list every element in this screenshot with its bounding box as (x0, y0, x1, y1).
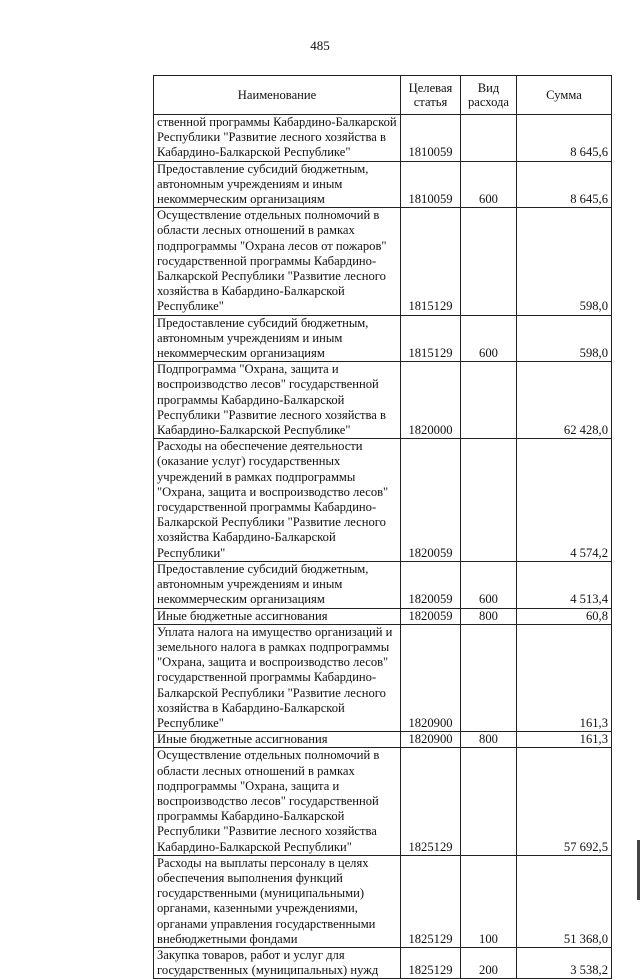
row-expense-type (461, 748, 517, 855)
row-expense-type: 800 (461, 732, 517, 748)
row-target-article: 1815129 (401, 315, 461, 362)
row-name: Подпрограмма "Охрана, защита и воспроизводство лесов" государственной программы Кабардино-Балкарской Республики "Развитие лесного хозяйства в Кабардино-Балкарской Республике" (154, 362, 401, 439)
table-row (154, 624, 612, 731)
row-expense-type (461, 115, 517, 162)
table-row (154, 732, 612, 748)
row-sum: 4 574,2 (517, 439, 612, 562)
row-target-article: 1820000 (401, 362, 461, 439)
row-target-article: 1820059 (401, 439, 461, 562)
row-name: Иные бюджетные ассигнования (154, 732, 401, 748)
row-name: ственной программы Кабардино-Балкарской Республики "Развитие лесного хозяйства в Кабардино-Балкарской Республике" (154, 115, 401, 162)
row-sum: 3 538,2 (517, 947, 612, 978)
row-expense-type: 600 (461, 315, 517, 362)
row-target-article: 1825129 (401, 947, 461, 978)
row-sum: 62 428,0 (517, 362, 612, 439)
row-sum: 161,3 (517, 732, 612, 748)
row-expense-type (461, 362, 517, 439)
row-expense-type: 600 (461, 561, 517, 608)
table-row (154, 362, 612, 439)
budget-table (153, 75, 612, 979)
row-sum: 51 368,0 (517, 855, 612, 947)
table-row (154, 208, 612, 315)
row-name: Закупка товаров, работ и услуг для государственных (муниципальных) нужд (154, 947, 401, 978)
page-number: 485 (310, 38, 330, 53)
row-sum: 598,0 (517, 315, 612, 362)
row-expense-type: 100 (461, 855, 517, 947)
row-sum: 4 513,4 (517, 561, 612, 608)
row-target-article: 1825129 (401, 855, 461, 947)
row-name: Иные бюджетные ассигнования (154, 608, 401, 624)
row-expense-type (461, 208, 517, 315)
row-name: Расходы на выплаты персоналу в целях обеспечения выполнения функций государственными (муниципальными) органами, казенными учреждениями, органами управления государственными внебюджетными фондами (154, 855, 401, 947)
table-row (154, 315, 612, 362)
header-expense-type: Вид расхода (461, 76, 517, 115)
row-sum: 57 692,5 (517, 748, 612, 855)
row-target-article: 1820900 (401, 732, 461, 748)
row-name: Расходы на обеспечение деятельности (оказание услуг) государственных учреждений в рамках подпрограммы "Охрана, защита и воспроизводство лесов" государственной программы Кабардино-Балкарской Республики "Развитие лесного хозяйства Кабардино-Балкарской Республики" (154, 439, 401, 562)
row-sum: 161,3 (517, 624, 612, 731)
row-target-article: 1815129 (401, 208, 461, 315)
row-expense-type (461, 624, 517, 731)
row-sum: 598,0 (517, 208, 612, 315)
table-row (154, 561, 612, 608)
row-target-article: 1810059 (401, 115, 461, 162)
row-name: Осуществление отдельных полномочий в области лесных отношений в рамках подпрограммы "Охрана, защита и воспроизводство лесов" государственной программы Кабардино-Балкарской Республики "Развитие лесного хозяйства Кабардино-Балкарской Республики" (154, 748, 401, 855)
row-sum: 8 645,6 (517, 161, 612, 208)
row-name: Предоставление субсидий бюджетным, автономным учреждениям и иным некоммерческим организациям (154, 161, 401, 208)
table-row (154, 439, 612, 562)
table-row (154, 608, 612, 624)
row-sum: 8 645,6 (517, 115, 612, 162)
row-target-article: 1825129 (401, 748, 461, 855)
row-expense-type: 800 (461, 608, 517, 624)
header-target-article: Целевая статья (401, 76, 461, 115)
row-name: Осуществление отдельных полномочий в области лесных отношений в рамках подпрограммы "Охрана лесов от пожаров" государственной программы Кабардино-Балкарской Республики "Развитие лесного хозяйства в Кабардино-Балкарской Республике" (154, 208, 401, 315)
table-row (154, 161, 612, 208)
row-name: Уплата налога на имущество организаций и земельного налога в рамках подпрограммы "Охрана, защита и воспроизводство лесов" государственной программы Кабардино-Балкарской Республики "Развитие лесного хозяйства в Кабардино-Балкарской Республике" (154, 624, 401, 731)
row-target-article: 1820059 (401, 561, 461, 608)
table-row (154, 855, 612, 947)
table-row (154, 115, 612, 162)
row-name: Предоставление субсидий бюджетным, автономным учреждениям и иным некоммерческим организациям (154, 561, 401, 608)
row-target-article: 1820059 (401, 608, 461, 624)
row-sum: 60,8 (517, 608, 612, 624)
table-row (154, 748, 612, 855)
header-sum: Сумма (517, 76, 612, 115)
table-header-row (154, 76, 612, 115)
table-row (154, 947, 612, 978)
row-name: Предоставление субсидий бюджетным, автономным учреждениям и иным некоммерческим организациям (154, 315, 401, 362)
row-expense-type (461, 439, 517, 562)
row-target-article: 1820900 (401, 624, 461, 731)
header-name: Наименование (154, 76, 401, 115)
row-expense-type: 200 (461, 947, 517, 978)
row-expense-type: 600 (461, 161, 517, 208)
row-target-article: 1810059 (401, 161, 461, 208)
